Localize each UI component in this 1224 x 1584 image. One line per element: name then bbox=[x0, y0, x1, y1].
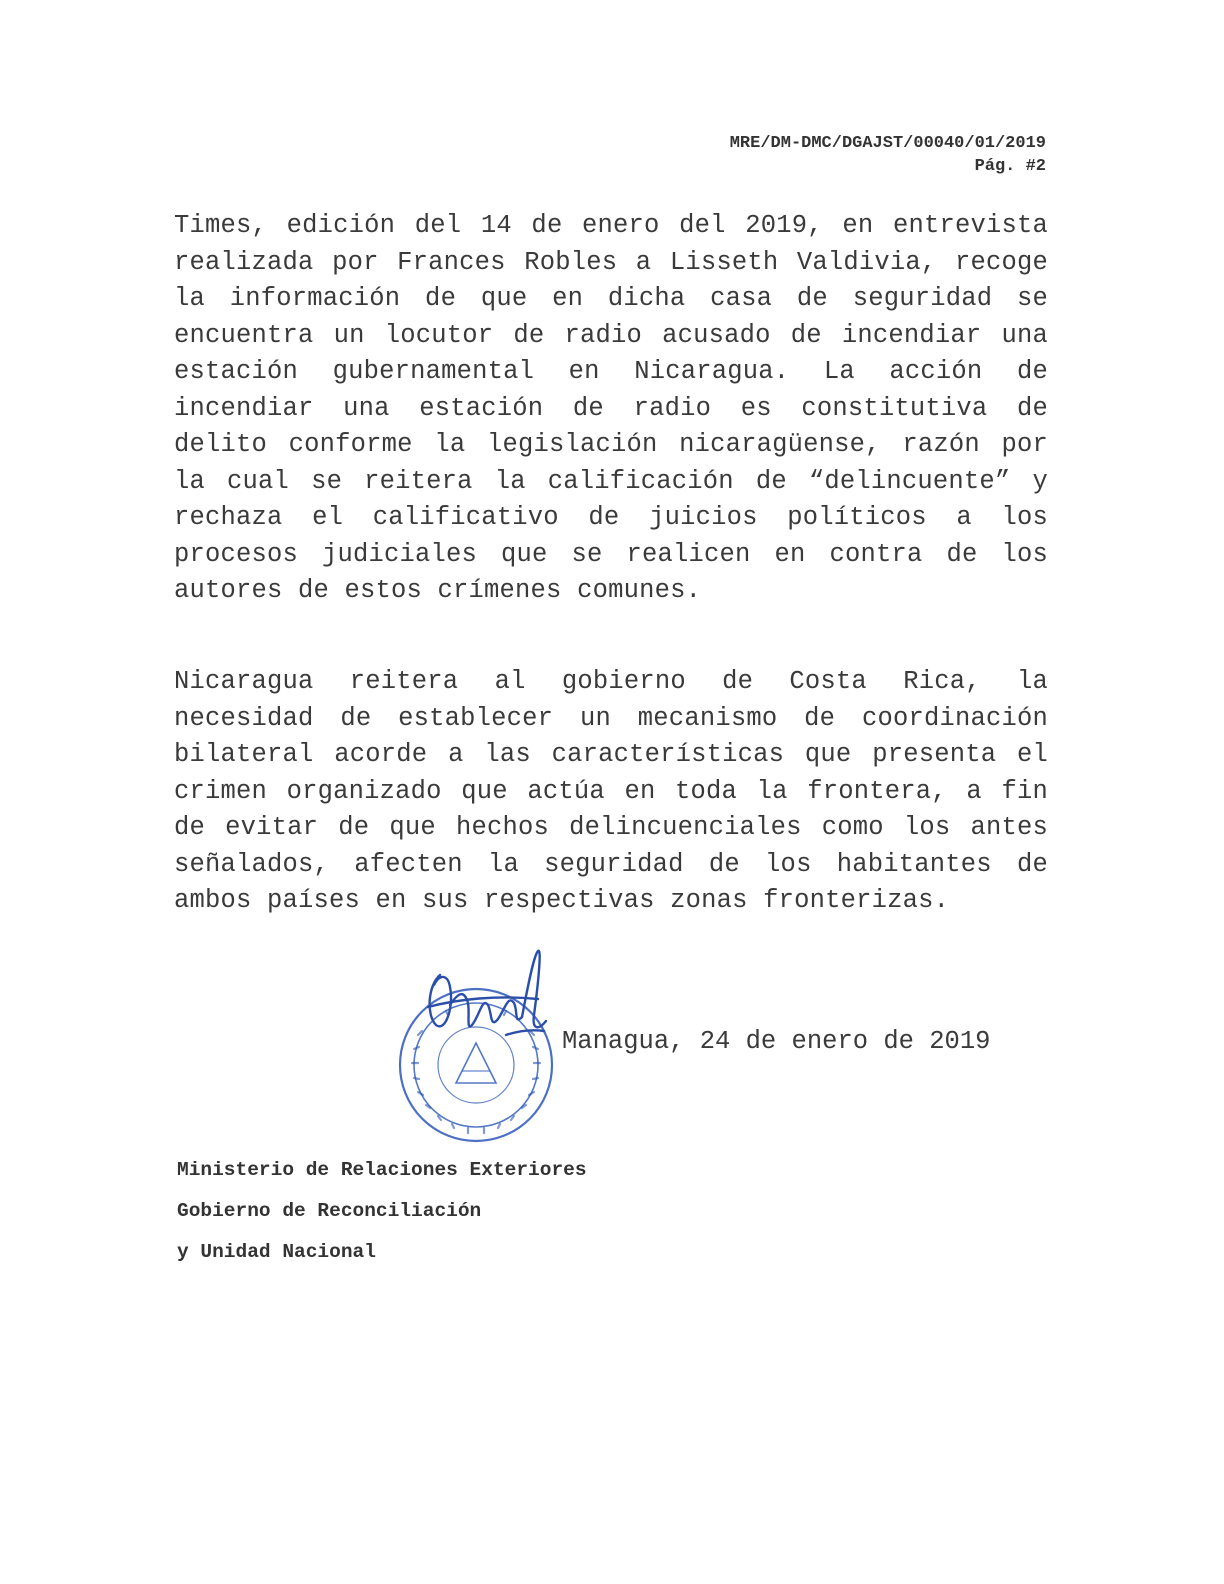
place-date: Managua, 24 de enero de 2019 bbox=[562, 1027, 991, 1056]
reference-number: MRE/DM-DMC/DGAJST/00040/01/2019 bbox=[729, 134, 1046, 153]
signatory-block bbox=[177, 1150, 587, 1273]
body-paragraph-2: Nicaragua reitera al gobierno de Costa Rica, la necesidad de establecer un mecanismo de coordinación bilateral acorde a las características que presenta el crimen organizado que actúa en toda la frontera, a fin de evitar de que hechos delincuenciales como los antes señalados, afecten la seguridad de los habitantes de ambos países en sus respectivas zonas fronterizas. bbox=[174, 667, 1048, 915]
reference-header bbox=[730, 132, 1046, 178]
page-number: Pág. #2 bbox=[974, 157, 1046, 176]
seal-and-signature bbox=[388, 945, 568, 1145]
official-seal bbox=[400, 989, 552, 1141]
handwritten-signature bbox=[428, 951, 546, 1035]
signatory-line-1: Ministerio de Relaciones Exteriores bbox=[177, 1159, 587, 1181]
signatory-line-2: Gobierno de Reconciliación bbox=[177, 1200, 482, 1222]
body-paragraph-1: Times, edición del 14 de enero del 2019, en entrevista realizada por Frances Robles a Lisseth Valdivia, recoge la información de que en dicha casa de seguridad se encuentra un locutor de radio acusado de incendiar una estación gubernamental en Nicaragua. La acción de incendiar una estación de radio es constitutiva de delito conforme la legislación nicaragüense, razón por la cual se reitera la calificación de “delincuente” y rechaza el calificativo de juicios políticos a los procesos judiciales que se realicen en contra de los autores de estos crímenes comunes. bbox=[174, 211, 1048, 605]
signatory-line-3: y Unidad Nacional bbox=[177, 1241, 376, 1263]
